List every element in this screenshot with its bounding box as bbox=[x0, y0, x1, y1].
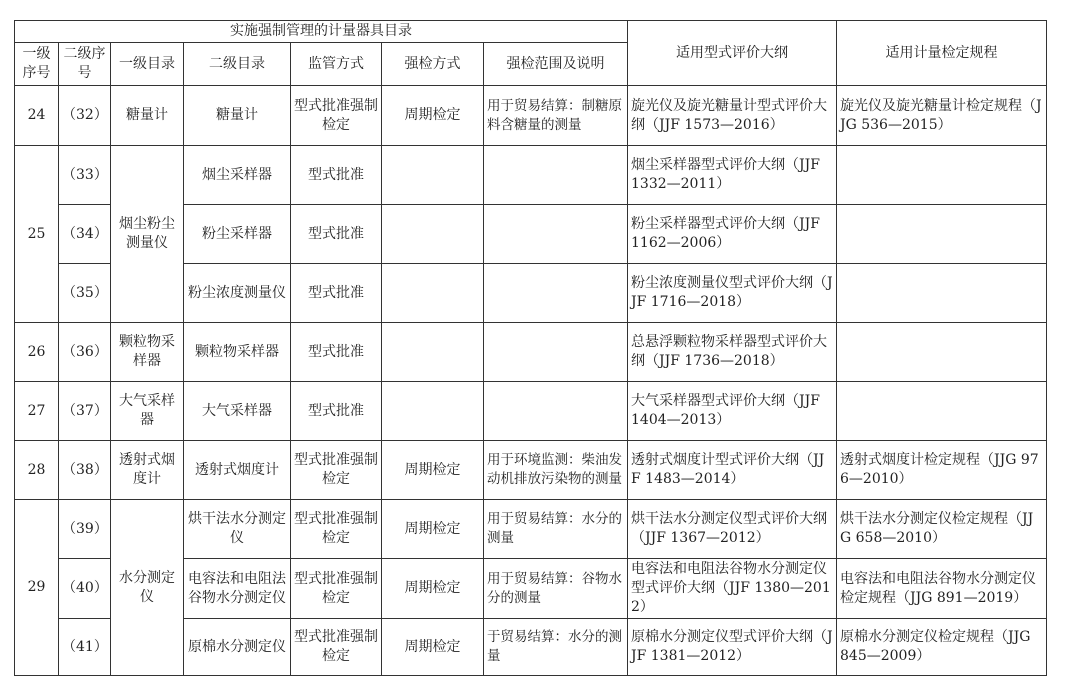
inspection-cell: 周期检定 bbox=[382, 500, 484, 559]
level1-category-cell: 透射式烟度计 bbox=[111, 441, 184, 500]
catalog-table bbox=[14, 20, 1047, 676]
supervision-cell: 型式批准强制检定 bbox=[291, 559, 382, 619]
supervision-cell: 型式批准 bbox=[291, 382, 382, 441]
level1-number-cell: 27 bbox=[15, 382, 59, 441]
level2-number-cell: （41） bbox=[59, 619, 111, 676]
level1-number-cell: 28 bbox=[15, 441, 59, 500]
level2-number-cell: （36） bbox=[59, 323, 111, 382]
level2-number-cell: （35） bbox=[59, 264, 111, 323]
verification-cell: 烘干法水分测定仪检定规程（JJG 658—2010） bbox=[837, 500, 1047, 559]
verification-cell: 旋光仪及旋光糖量计检定规程（JJG 536—2015） bbox=[837, 86, 1047, 146]
supervision-cell: 型式批准 bbox=[291, 264, 382, 323]
verification-cell bbox=[837, 146, 1047, 205]
header-supervision: 监管方式 bbox=[291, 43, 382, 86]
verification-cell bbox=[837, 205, 1047, 264]
verification-cell: 电容法和电阻法谷物水分测定仪检定规程（JJG 891—2019） bbox=[837, 559, 1047, 619]
supervision-cell: 型式批准 bbox=[291, 205, 382, 264]
pattern-outline-cell: 电容法和电阻法谷物水分测定仪型式评价大纲（JJF 1380—2012） bbox=[628, 559, 837, 619]
supervision-cell: 型式批准 bbox=[291, 146, 382, 205]
level1-category-cell: 糖量计 bbox=[111, 86, 184, 146]
pattern-outline-cell: 透射式烟度计型式评价大纲（JJF 1483—2014） bbox=[628, 441, 837, 500]
inspection-cell: 周期检定 bbox=[382, 86, 484, 146]
scope-cell: 于贸易结算：水分的测量 bbox=[484, 619, 628, 676]
level1-number-cell: 26 bbox=[15, 323, 59, 382]
level1-number-cell: 29 bbox=[15, 500, 59, 676]
level2-category-cell: 原棉水分测定仪 bbox=[184, 619, 291, 676]
level1-category-cell: 大气采样器 bbox=[111, 382, 184, 441]
pattern-outline-cell: 总悬浮颗粒物采样器型式评价大纲（JJF 1736—2018） bbox=[628, 323, 837, 382]
pattern-outline-cell: 旋光仪及旋光糖量计型式评价大纲（JJF 1573—2016） bbox=[628, 86, 837, 146]
scope-cell bbox=[484, 146, 628, 205]
header-l1-cat: 一级目录 bbox=[111, 43, 184, 86]
supervision-cell: 型式批准强制检定 bbox=[291, 86, 382, 146]
pattern-outline-cell: 粉尘采样器型式评价大纲（JJF 1162—2006） bbox=[628, 205, 837, 264]
pattern-outline-cell: 烘干法水分测定仪型式评价大纲（JJF 1367—2012） bbox=[628, 500, 837, 559]
verification-cell bbox=[837, 323, 1047, 382]
level2-number-cell: （37） bbox=[59, 382, 111, 441]
supervision-cell: 型式批准强制检定 bbox=[291, 441, 382, 500]
table-header bbox=[15, 21, 1047, 86]
table-row bbox=[15, 500, 1047, 559]
table-row bbox=[15, 146, 1047, 205]
supervision-cell: 型式批准强制检定 bbox=[291, 500, 382, 559]
level2-category-cell: 粉尘浓度测量仪 bbox=[184, 264, 291, 323]
inspection-cell bbox=[382, 382, 484, 441]
header-inspection: 强检方式 bbox=[382, 43, 484, 86]
supervision-cell: 型式批准 bbox=[291, 323, 382, 382]
level1-category-cell: 烟尘粉尘测量仪 bbox=[111, 146, 184, 323]
header-l1-no: 一级序号 bbox=[15, 43, 59, 86]
inspection-cell bbox=[382, 323, 484, 382]
table-row bbox=[15, 382, 1047, 441]
header-l2-no: 二级序号 bbox=[59, 43, 111, 86]
table-row bbox=[15, 441, 1047, 500]
level2-number-cell: （39） bbox=[59, 500, 111, 559]
inspection-cell: 周期检定 bbox=[382, 441, 484, 500]
scope-cell bbox=[484, 382, 628, 441]
inspection-cell: 周期检定 bbox=[382, 559, 484, 619]
inspection-cell: 周期检定 bbox=[382, 619, 484, 676]
inspection-cell bbox=[382, 205, 484, 264]
level2-number-cell: （38） bbox=[59, 441, 111, 500]
scope-cell bbox=[484, 323, 628, 382]
inspection-cell bbox=[382, 146, 484, 205]
level1-category-cell: 水分测定仪 bbox=[111, 500, 184, 676]
verification-cell: 透射式烟度计检定规程（JJG 976—2010） bbox=[837, 441, 1047, 500]
level2-category-cell: 电容法和电阻法谷物水分测定仪 bbox=[184, 559, 291, 619]
table-row bbox=[15, 86, 1047, 146]
pattern-outline-cell: 原棉水分测定仪型式评价大纲（JJF 1381—2012） bbox=[628, 619, 837, 676]
header-pattern-outline: 适用型式评价大纲 bbox=[628, 21, 837, 86]
level1-category-cell: 颗粒物采样器 bbox=[111, 323, 184, 382]
level2-category-cell: 烘干法水分测定仪 bbox=[184, 500, 291, 559]
catalog-table-container bbox=[14, 20, 1047, 676]
level2-category-cell: 颗粒物采样器 bbox=[184, 323, 291, 382]
scope-cell: 用于贸易结算：水分的测量 bbox=[484, 500, 628, 559]
level2-number-cell: （34） bbox=[59, 205, 111, 264]
verification-cell bbox=[837, 264, 1047, 323]
supervision-cell: 型式批准强制检定 bbox=[291, 619, 382, 676]
level2-number-cell: （33） bbox=[59, 146, 111, 205]
header-verification: 适用计量检定规程 bbox=[837, 21, 1047, 86]
scope-cell bbox=[484, 205, 628, 264]
table-body bbox=[15, 86, 1047, 676]
verification-cell: 原棉水分测定仪检定规程（JJG 845—2009） bbox=[837, 619, 1047, 676]
verification-cell bbox=[837, 382, 1047, 441]
level2-category-cell: 粉尘采样器 bbox=[184, 205, 291, 264]
header-scope: 强检范围及说明 bbox=[484, 43, 628, 86]
pattern-outline-cell: 大气采样器型式评价大纲（JJF 1404—2013） bbox=[628, 382, 837, 441]
level2-number-cell: （40） bbox=[59, 559, 111, 619]
pattern-outline-cell: 烟尘采样器型式评价大纲（JJF 1332—2011） bbox=[628, 146, 837, 205]
inspection-cell bbox=[382, 264, 484, 323]
level2-category-cell: 糖量计 bbox=[184, 86, 291, 146]
scope-cell: 用于环境监测：柴油发动机排放污染物的测量 bbox=[484, 441, 628, 500]
header-l2-cat: 二级目录 bbox=[184, 43, 291, 86]
level2-category-cell: 烟尘采样器 bbox=[184, 146, 291, 205]
table-row bbox=[15, 323, 1047, 382]
pattern-outline-cell: 粉尘浓度测量仪型式评价大纲（JJF 1716—2018） bbox=[628, 264, 837, 323]
table-title: 实施强制管理的计量器具目录 bbox=[15, 21, 628, 43]
scope-cell: 用于贸易结算：谷物水分的测量 bbox=[484, 559, 628, 619]
scope-cell: 用于贸易结算：制糖原料含糖量的测量 bbox=[484, 86, 628, 146]
level2-number-cell: （32） bbox=[59, 86, 111, 146]
scope-cell bbox=[484, 264, 628, 323]
level2-category-cell: 透射式烟度计 bbox=[184, 441, 291, 500]
level1-number-cell: 24 bbox=[15, 86, 59, 146]
level1-number-cell: 25 bbox=[15, 146, 59, 323]
level2-category-cell: 大气采样器 bbox=[184, 382, 291, 441]
